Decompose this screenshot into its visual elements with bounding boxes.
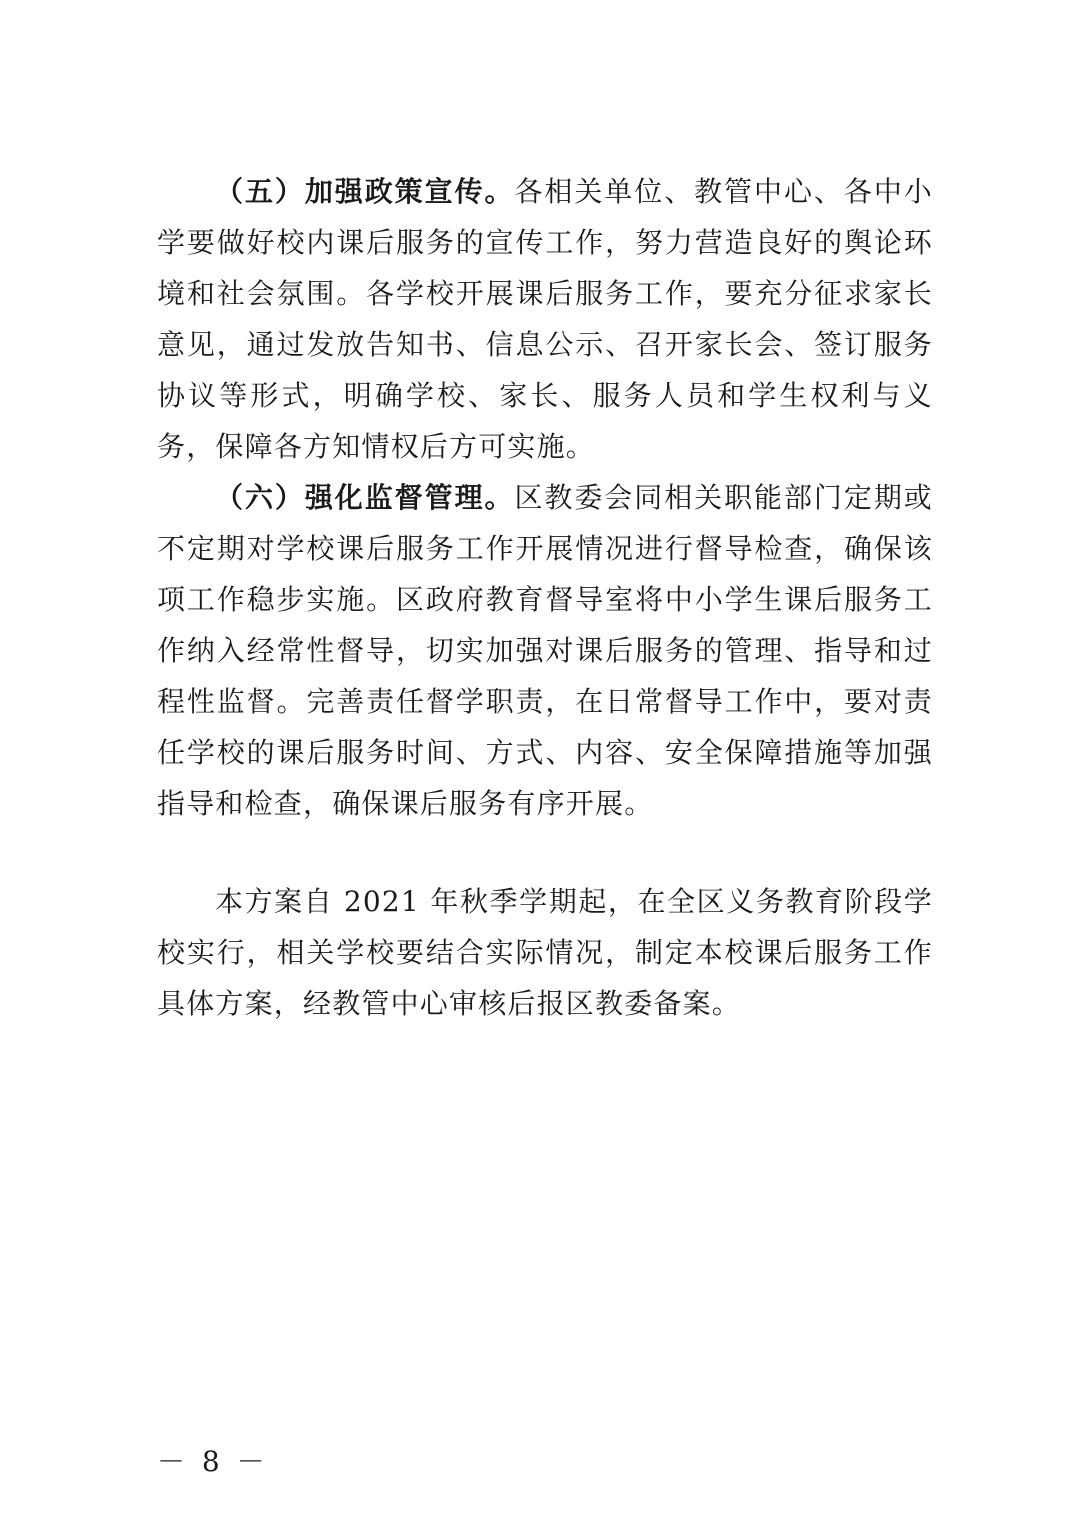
section-heading-six: （六）强化监督管理。 (215, 481, 515, 514)
paragraph-body: 本方案自 2021 年秋季学期起，在全区义务教育阶段学校实行，相关学校要结合实际情况，制定本校课后服务工作具体方案，经教管中心审核后报区教委备案。 (157, 885, 933, 1020)
paragraph-supervision-management (157, 472, 933, 829)
paragraph-implementation (157, 876, 933, 1029)
page-number: － 8 － (157, 1445, 269, 1478)
section-heading-five: （五）加强政策宣传。 (215, 175, 515, 208)
paragraph-policy-publicity (157, 166, 933, 472)
paragraph-body: 各相关单位、教管中心、各中小学要做好校内课后服务的宣传工作，努力营造良好的舆论环境和社会氛围。各学校开展课后服务工作，要充分征求家长意见，通过发放告知书、信息公示、召开家长会、签订服务协议等形式，明确学校、家长、服务人员和学生权利与义务，保障各方知情权后方可实施。 (157, 175, 933, 463)
paragraph-body: 区教委会同相关职能部门定期或不定期对学校课后服务工作开展情况进行督导检查，确保该项工作稳步实施。区政府教育督导室将中小学生课后服务工作纳入经常性督导，切实加强对课后服务的管理、指导和过程性监督。完善责任督学职责，在日常督导工作中，要对责任学校的课后服务时间、方式、内容、安全保障措施等加强指导和检查，确保课后服务有序开展。 (157, 481, 933, 820)
